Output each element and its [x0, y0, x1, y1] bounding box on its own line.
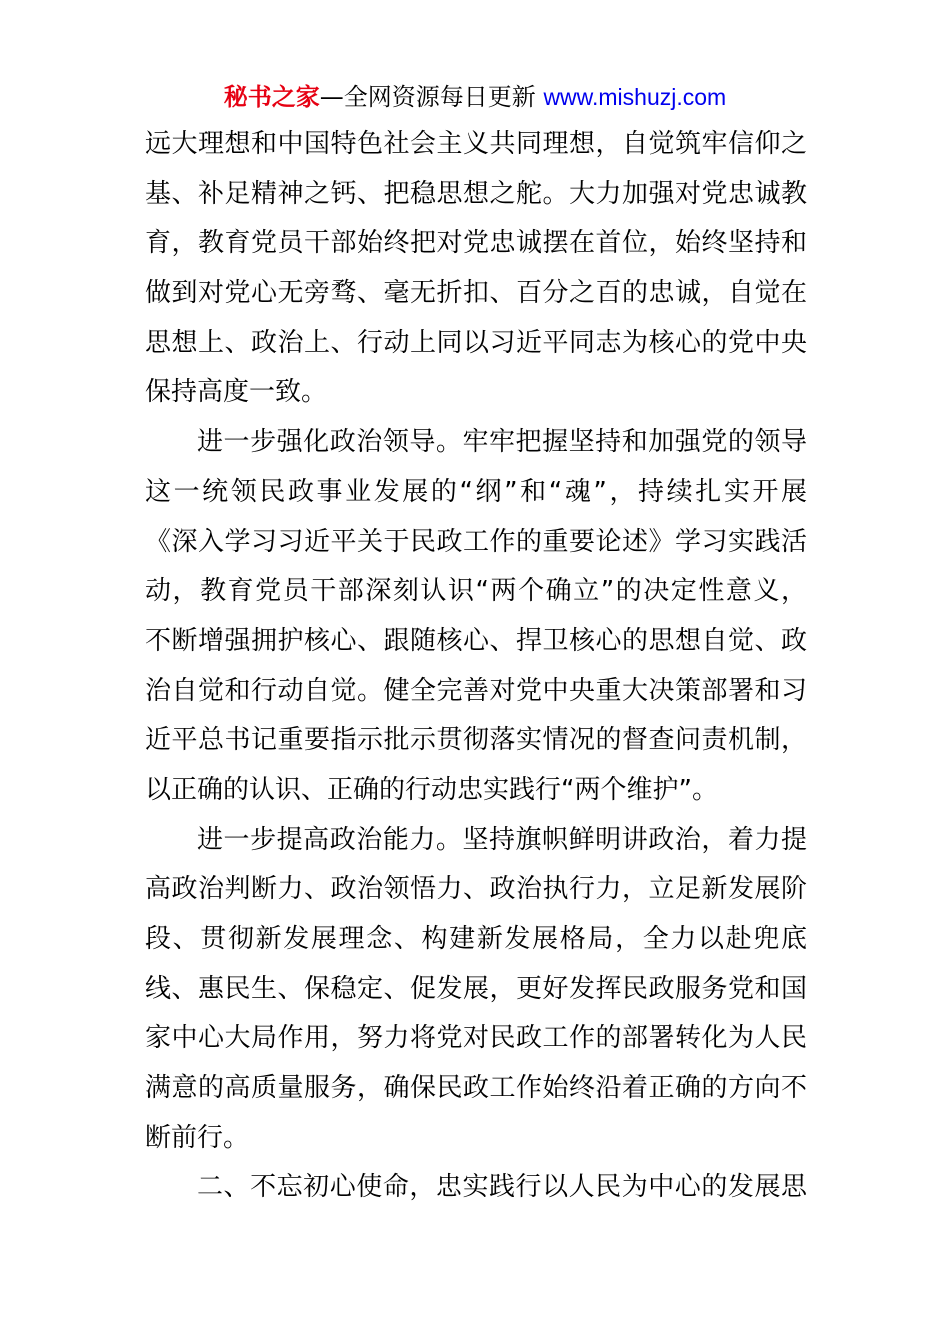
- text-line: 近平总书记重要指示批示贯彻落实情况的督查问责机制，: [145, 725, 807, 756]
- text-line: 线、惠民生、保稳定、促发展，更好发挥民政服务党和国: [145, 973, 807, 1004]
- text-line: 这一统领民政事业发展的“纲”和“魂”，持续扎实开展: [145, 476, 807, 507]
- text-line: 保持高度一致。: [145, 377, 328, 408]
- brand-name: 秘书之家: [223, 83, 320, 111]
- text-line: 断前行。: [145, 1122, 250, 1153]
- document-body: [145, 120, 807, 1213]
- text-line: 满意的高质量服务，确保民政工作始终沿着正确的方向不: [145, 1073, 807, 1104]
- text-line: 以正确的认识、正确的行动忠实践行“两个维护”。: [145, 774, 718, 805]
- text-line: 远大理想和中国特色社会主义共同理想，自觉筑牢信仰之: [145, 129, 807, 159]
- text-line: 做到对党心无旁骛、毫无折扣、百分之百的忠诚，自觉在: [145, 278, 807, 309]
- site-header: [0, 80, 950, 114]
- text-line: 治自觉和行动自觉。健全完善对党中央重大决策部署和习: [145, 675, 807, 706]
- text-line: 基、补足精神之钙、把稳思想之舵。大力加强对党忠诚教: [145, 178, 807, 209]
- text-line: 家中心大局作用，努力将党对民政工作的部署转化为人民: [145, 1023, 807, 1054]
- text-line: 《深入学习习近平关于民政工作的重要论述》学习实践活: [145, 526, 807, 557]
- section-heading: 二、不忘初心使命，忠实践行以人民为中心的发展思: [197, 1172, 807, 1203]
- paragraph-heading: 进一步提高政治能力。坚持旗帜鲜明讲政治，着力提: [197, 824, 807, 855]
- paragraph-heading: 进一步强化政治领导。牢牢把握坚持和加强党的领导: [197, 427, 807, 458]
- text-line: 动，教育党员干部深刻认识“两个确立”的决定性意义，: [145, 576, 807, 607]
- site-url-link[interactable]: www.mishuzj.com: [543, 84, 727, 110]
- text-line: 思想上、政治上、行动上同以习近平同志为核心的党中央: [145, 327, 807, 358]
- text-line: 不断增强拥护核心、跟随核心、捍卫核心的思想自觉、政: [145, 625, 807, 656]
- text-line: 段、贯彻新发展理念、构建新发展格局，全力以赴兜底: [145, 924, 807, 954]
- header-tagline: —全网资源每日更新: [319, 83, 544, 111]
- text-line: 育，教育党员干部始终把对党忠诚摆在首位，始终坚持和: [145, 228, 807, 259]
- text-line: 高政治判断力、政治领悟力、政治执行力，立足新发展阶: [145, 874, 807, 905]
